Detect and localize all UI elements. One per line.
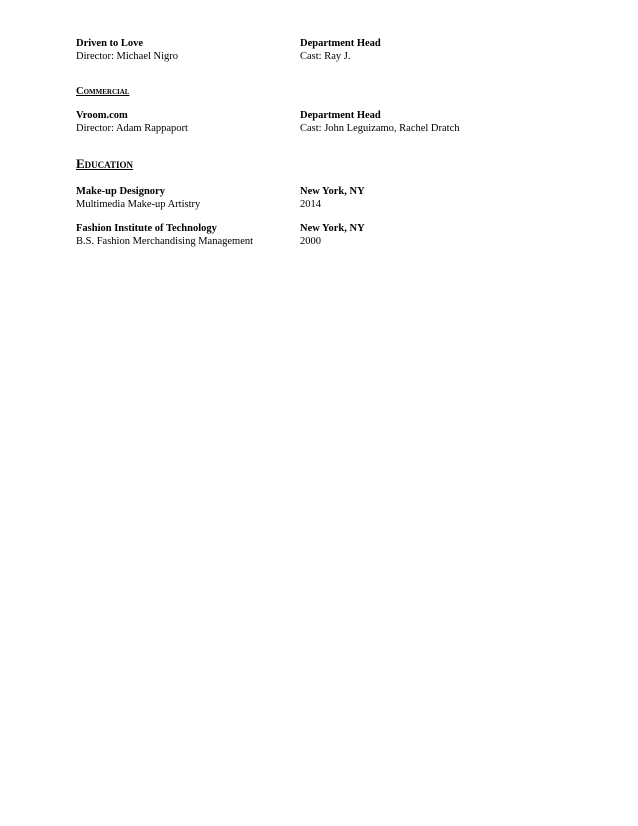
commercial-heading: Commercial <box>76 86 130 97</box>
education-year: 2000 <box>300 236 321 247</box>
commercial-role: Department Head <box>300 110 381 121</box>
commercial-director: Director: Adam Rappaport <box>76 123 188 134</box>
education-program: B.S. Fashion Merchandising Management <box>76 236 254 247</box>
education-location: New York, NY <box>300 223 365 234</box>
education-school: Make-up Designory <box>76 186 165 197</box>
commercial-cast: Cast: John Leguizamo, Rachel Dratch <box>300 123 460 134</box>
education-year: 2014 <box>300 199 321 210</box>
education-heading: Education <box>76 156 134 171</box>
education-item <box>76 185 576 211</box>
commercial-entry <box>76 109 576 135</box>
education-item <box>76 222 576 248</box>
film-role: Department Head <box>300 38 381 49</box>
film-director: Director: Michael Nigro <box>76 51 179 62</box>
education-program: Multimedia Make-up Artistry <box>76 199 201 210</box>
education-location: New York, NY <box>300 186 365 197</box>
film-title: Driven to Love <box>76 38 144 49</box>
film-cast: Cast: Ray J. <box>300 51 351 62</box>
education-school: Fashion Institute of Technology <box>76 223 217 234</box>
commercial-title: Vroom.com <box>76 110 128 121</box>
film-entry <box>76 37 576 63</box>
